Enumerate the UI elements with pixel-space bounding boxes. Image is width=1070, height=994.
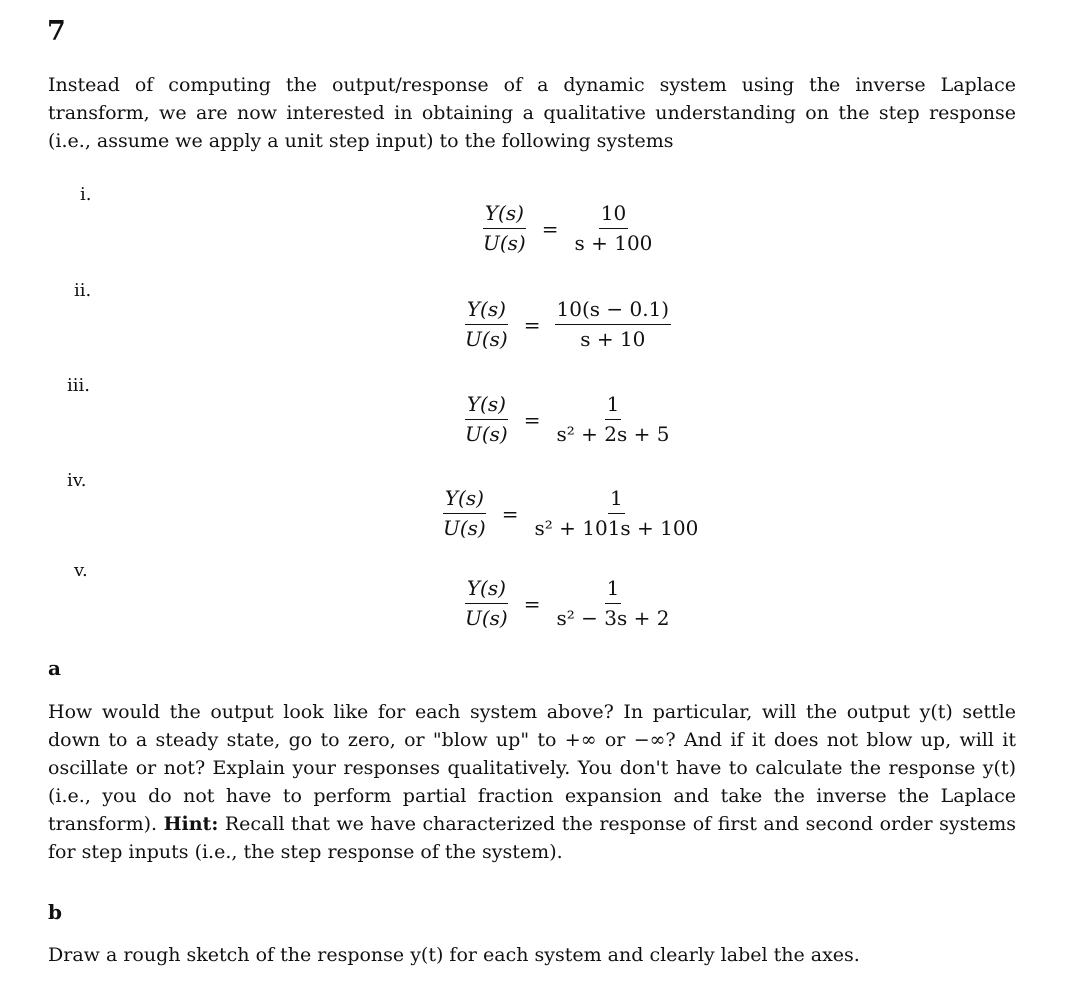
equals-sign: =	[523, 312, 541, 337]
rhs-denominator: s² − 3s + 2	[556, 606, 670, 630]
lhs-fraction	[481, 199, 528, 258]
lhs-fraction	[463, 295, 510, 354]
rhs-denominator: s² + 101s + 100	[534, 516, 699, 540]
system-label-iv: iv.	[67, 470, 87, 491]
rhs-numerator: 1	[608, 484, 625, 514]
rhs-fraction	[555, 295, 672, 354]
lhs-denominator: U(s)	[465, 422, 508, 446]
hint-label: Hint:	[163, 813, 219, 835]
system-label-iii: iii.	[67, 375, 90, 396]
lhs-numerator: Y(s)	[443, 484, 486, 514]
system-equation-ii	[463, 295, 671, 354]
hint-text: Recall that we have characterized the response of first and second order systems for step inputs (i.e., the step response of the system).	[48, 813, 1016, 863]
rhs-denominator: s + 10	[580, 327, 646, 351]
system-equation-iii	[463, 390, 671, 449]
equals-sign: =	[523, 591, 541, 616]
lhs-numerator: Y(s)	[465, 574, 508, 604]
part-a-label: a	[48, 656, 61, 680]
lhs-numerator: Y(s)	[483, 199, 526, 229]
rhs-denominator: s² + 2s + 5	[556, 422, 670, 446]
rhs-denominator: s + 100	[574, 231, 653, 255]
equals-sign: =	[501, 501, 519, 526]
lhs-fraction	[463, 390, 510, 449]
rhs-fraction	[573, 199, 655, 258]
system-equation-v	[463, 574, 671, 633]
lhs-numerator: Y(s)	[465, 295, 508, 325]
system-equation-iv	[441, 484, 700, 543]
system-equation-i	[481, 199, 654, 258]
part-b-label: b	[48, 900, 62, 924]
intro-paragraph: Instead of computing the output/response of a dynamic system using the inverse Laplace transform, we are now interested in obtaining a qualitative understanding on the step response (i.e., assume we apply a unit step input) to the following systems	[48, 74, 1016, 152]
system-label-v: v.	[74, 560, 88, 581]
question-number: 7	[47, 16, 66, 47]
lhs-denominator: U(s)	[443, 516, 486, 540]
lhs-fraction	[463, 574, 510, 633]
lhs-denominator: U(s)	[465, 606, 508, 630]
equals-sign: =	[523, 407, 541, 432]
rhs-fraction	[533, 484, 701, 543]
rhs-numerator: 1	[605, 390, 622, 420]
rhs-fraction	[555, 390, 672, 449]
rhs-numerator: 10(s − 0.1)	[555, 295, 672, 325]
rhs-fraction	[555, 574, 672, 633]
part-a-text: How would the output look like for each system above? In particular, will the output y(t) settle down to a steady state, go to zero, or "blow up" to +∞ or −∞? And if it does not blow up, will it oscillate or not? Explain your responses qualitatively. You don't have to calculate the response y(t) (i.e., you do not have to perform partial fraction expansion and take the inverse the Laplace transform).	[48, 701, 1016, 835]
part-b-paragraph: Draw a rough sketch of the response y(t) for each system and clearly label the axes.	[48, 944, 860, 966]
system-label-i: i.	[80, 184, 92, 205]
equals-sign: =	[541, 216, 559, 241]
lhs-denominator: U(s)	[483, 231, 526, 255]
part-a-paragraph	[48, 698, 1016, 866]
lhs-numerator: Y(s)	[465, 390, 508, 420]
system-label-ii: ii.	[74, 280, 92, 301]
rhs-numerator: 10	[599, 199, 628, 229]
rhs-numerator: 1	[605, 574, 622, 604]
lhs-denominator: U(s)	[465, 327, 508, 351]
lhs-fraction	[441, 484, 488, 543]
